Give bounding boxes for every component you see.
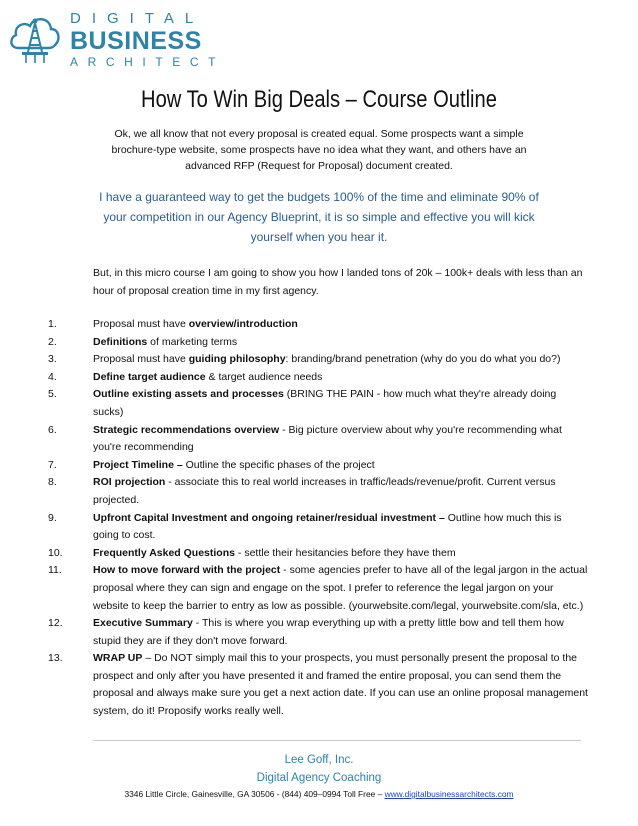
item-number: 11. [48,564,62,577]
item-bold-term: Define target audience [93,370,206,383]
footer-company: Lee Goff, Inc. [284,754,354,766]
item-text-after: - settle their hesitancies before they have them [234,546,456,559]
list-item [48,615,588,650]
logo-text-main: BUSINESS [70,27,202,55]
logo-text-bottom: ARCHITECT [70,55,226,69]
item-bold-term: Frequently Asked Questions [93,546,235,559]
item-text-after: Outline the specific phases of the project [182,458,375,471]
footer-address: 3346 Little Circle, Gainesville, GA 30506 - (844) 409–0994 Toll Free – [124,789,385,799]
item-number: 3. [48,353,57,366]
list-item [48,545,588,563]
item-bold-term: WRAP UP [93,652,143,665]
item-bold-term: Upfront Capital Investment and ongoing retainer/residual investment – [93,511,445,524]
company-logo [8,8,226,70]
cloud-with-tower-icon [8,8,62,66]
item-text-after: - some agencies prefer to have all of the legal jargon in the actual proposal where they can sign and engage on the spot. I prefer to reference the legal jargon on your website to keep the barrier to entry as low as possible. (yourwebsite.com/legal, yourwebsite.com/sla, etc.) [93,564,588,612]
website-link[interactable]: www.digitalbusinessarchitects.com [384,789,514,799]
item-number: 10. [48,546,63,559]
item-text-before: Proposal must have [93,353,189,366]
item-text-before: Proposal must have [93,318,189,330]
item-bold-term: Strategic recommendations overview [93,423,280,436]
document-title: How To Win Big Deals – Course Outline [141,86,497,113]
item-bold-term: overview/introduction [188,318,298,330]
item-text-after: Outline how much this is going to cost. [93,511,562,542]
list-item [48,386,588,421]
item-number: 7. [48,458,57,471]
item-number: 5. [48,388,57,401]
intro-paragraph: Ok, we all know that not every proposal is created equal. Some prospects want a simple brochure-type website, some prospects have no idea what they want, and others have an advanced RFP (Request for Proposal) document created. [111,128,527,172]
list-item [48,334,588,352]
footer-divider [93,740,581,741]
footer-address-line [0,788,638,800]
logo-text-top: DIGITAL [70,10,205,27]
item-text-after: - associate this to real world increases in traffic/leads/revenue/profit. Current versus projected. [93,476,556,506]
list-item [48,369,588,387]
item-number: 9. [48,511,57,524]
list-item [48,422,588,457]
item-number: 6. [48,423,57,436]
item-number: 13. [48,652,63,665]
item-bold-term: Project Timeline – [93,458,183,471]
list-item [48,457,588,475]
list-item [48,510,588,545]
item-bold-term: guiding philosophy [188,353,286,366]
list-item [48,316,588,334]
item-text-after: - This is where you wrap everything up with a pretty little bow and tell them how stupid they are if they don't move forward. [93,617,564,647]
item-number: 2. [48,335,57,348]
item-text-after: : branding/brand penetration (why do you do what you do?) [285,353,561,366]
list-item [48,650,588,720]
list-item [48,474,588,509]
item-number: 4. [48,370,57,383]
item-bold-term: How to move forward with the project [93,564,281,577]
item-bold-term: ROI projection [93,476,166,489]
list-item [48,351,588,369]
list-item [48,562,588,615]
lead-paragraph: But, in this micro course I am going to show you how I landed tons of 20k – 100k+ deals with less than an hour of proposal creation time in my first agency. [93,267,583,297]
course-outline-list [48,316,588,721]
item-number: 8. [48,476,57,489]
highlight-paragraph: I have a guaranteed way to get the budgets 100% of the time and eliminate 90% of your competition in our Agency Blueprint, it is so simple and effective you will kick yourself when you hear it. [99,190,539,244]
item-text-after: - Big picture overview about why you're recommending what you're recommending [93,423,562,454]
item-bold-term: Definitions [93,335,148,348]
item-text-after: of marketing terms [147,335,238,348]
item-number: 1. [48,318,57,330]
footer-tagline: Digital Agency Coaching [256,772,382,784]
item-text-after: – Do NOT simply mail this to your prospects, you must personally present the proposal to the prospect and only after you have presented it and framed the entire proposal, you can send them the proposal and always make sure you get a next action date. If you can use an online proposal management system, do it! Proposify works really well. [93,652,588,718]
item-bold-term: Outline existing assets and processes [93,388,284,401]
item-text-after: (BRING THE PAIN - how much what they're already doing sucks) [93,388,557,418]
item-bold-term: Executive Summary [93,617,193,630]
item-number: 12. [48,617,63,630]
item-text-after: & target audience needs [205,370,323,383]
